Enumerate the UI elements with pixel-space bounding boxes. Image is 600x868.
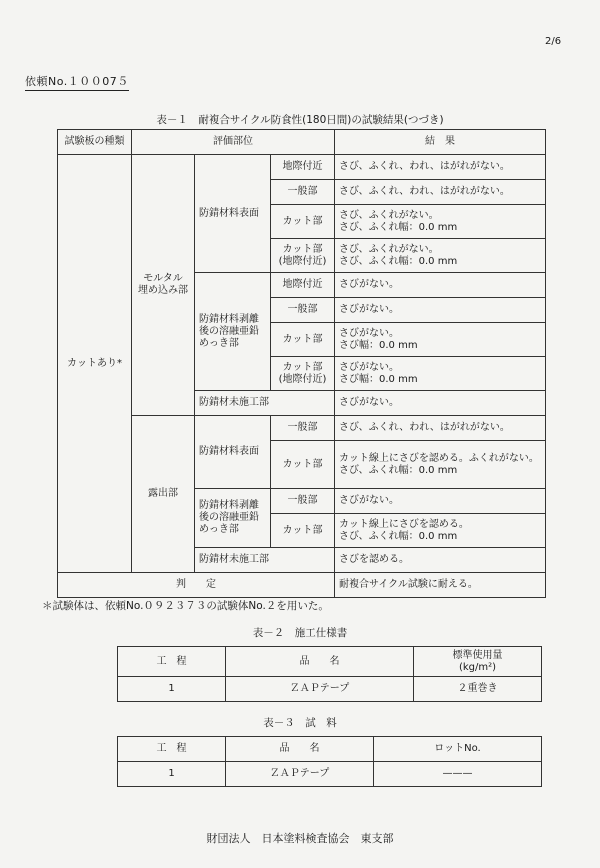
judgement-label: 判 定 <box>58 573 335 598</box>
result-cell: さび、ふくれ、われ、はがれがない。 <box>335 180 546 205</box>
reference-number: 依頼No.１００07５ <box>25 73 129 91</box>
result-cell: さびがない。 <box>335 273 546 298</box>
sub-area: 防錆材未施工部 <box>195 548 335 573</box>
result-cell: さび、ふくれがない。 さび、ふくれ幅：0.0 mm <box>335 205 546 239</box>
judgement-result: 耐複合サイクル試験に耐える。 <box>335 573 546 598</box>
amount-cell: ２重巻き <box>414 677 542 702</box>
table-row <box>58 155 546 180</box>
spec-table <box>117 646 542 702</box>
result-cell: さびがない。 <box>335 489 546 514</box>
specimen-type: カットあり* <box>58 155 132 573</box>
footer-organization: 財団法人 日本塗料検査協会 東支部 <box>206 832 394 845</box>
result-cell: さびを認める。 <box>335 548 546 573</box>
table-header-row <box>58 130 546 155</box>
table3-caption: 表－３ 試 料 <box>263 717 337 729</box>
location: 一般部 <box>271 489 335 514</box>
header-result: 結 果 <box>335 130 546 155</box>
sub-area: 防錆材料剥離 後の溶融亜鉛 めっき部 <box>195 273 271 391</box>
process-cell: 1 <box>118 677 226 702</box>
location: カット部 <box>271 205 335 239</box>
header-process: 工 程 <box>118 647 226 677</box>
result-cell: さび、ふくれがない。 さび、ふくれ幅：0.0 mm <box>335 239 546 273</box>
results-table <box>57 129 546 598</box>
lot-cell: ——— <box>374 762 542 787</box>
sub-area: 防錆材料剥離 後の溶融亜鉛 めっき部 <box>195 489 271 548</box>
result-cell: カット線上にさびを認める。ふくれがない。 さび、ふくれ幅：0.0 mm <box>335 441 546 489</box>
table2-caption: 表－２ 施工仕様書 <box>252 627 348 639</box>
table-row <box>118 677 542 702</box>
header-process: 工 程 <box>118 737 226 762</box>
location: カット部 (地際付近) <box>271 357 335 391</box>
sub-area: 防錆材料表面 <box>195 416 271 489</box>
sub-area: 防錆材料表面 <box>195 155 271 273</box>
location: 一般部 <box>271 298 335 323</box>
location: 地際付近 <box>271 273 335 298</box>
product-cell: ＺＡＰテープ <box>226 677 414 702</box>
location: 一般部 <box>271 180 335 205</box>
table-row <box>58 416 546 441</box>
table-header-row <box>118 647 542 677</box>
header-lot: ロットNo. <box>374 737 542 762</box>
table1-caption: 表－１ 耐複合サイクル防食性(180日間)の試験結果(つづき) <box>156 114 444 126</box>
location: 地際付近 <box>271 155 335 180</box>
header-product: 品 名 <box>226 647 414 677</box>
result-cell: さびがない。 さび幅：0.0 mm <box>335 357 546 391</box>
judgement-row <box>58 573 546 598</box>
result-cell: さびがない。 <box>335 298 546 323</box>
process-cell: 1 <box>118 762 226 787</box>
section-mortal: モルタル 埋め込み部 <box>132 155 195 416</box>
result-cell: さび、ふくれ、われ、はがれがない。 <box>335 155 546 180</box>
footnote: ＊試験体は、依頼No.０９２３７３の試験体No.２を用いた。 <box>42 600 329 612</box>
sample-table <box>117 736 542 787</box>
result-cell: さび、ふくれ、われ、はがれがない。 <box>335 416 546 441</box>
location: カット部 (地際付近) <box>271 239 335 273</box>
sub-area: 防錆材未施工部 <box>195 391 335 416</box>
header-specimen: 試験板の種類 <box>58 130 132 155</box>
table-row <box>118 762 542 787</box>
location: カット部 <box>271 441 335 489</box>
table-header-row <box>118 737 542 762</box>
location: カット部 <box>271 514 335 548</box>
location: 一般部 <box>271 416 335 441</box>
section-exposed: 露出部 <box>132 416 195 573</box>
header-amount: 標準使用量 (kg/m²) <box>414 647 542 677</box>
page-number: 2/6 <box>545 36 562 47</box>
result-cell: さびがない。 <box>335 391 546 416</box>
product-cell: ＺＡＰテープ <box>226 762 374 787</box>
header-area: 評価部位 <box>132 130 335 155</box>
location: カット部 <box>271 323 335 357</box>
header-product: 品 名 <box>226 737 374 762</box>
result-cell: カット線上にさびを認める。 さび、ふくれ幅：0.0 mm <box>335 514 546 548</box>
result-cell: さびがない。 さび幅：0.0 mm <box>335 323 546 357</box>
